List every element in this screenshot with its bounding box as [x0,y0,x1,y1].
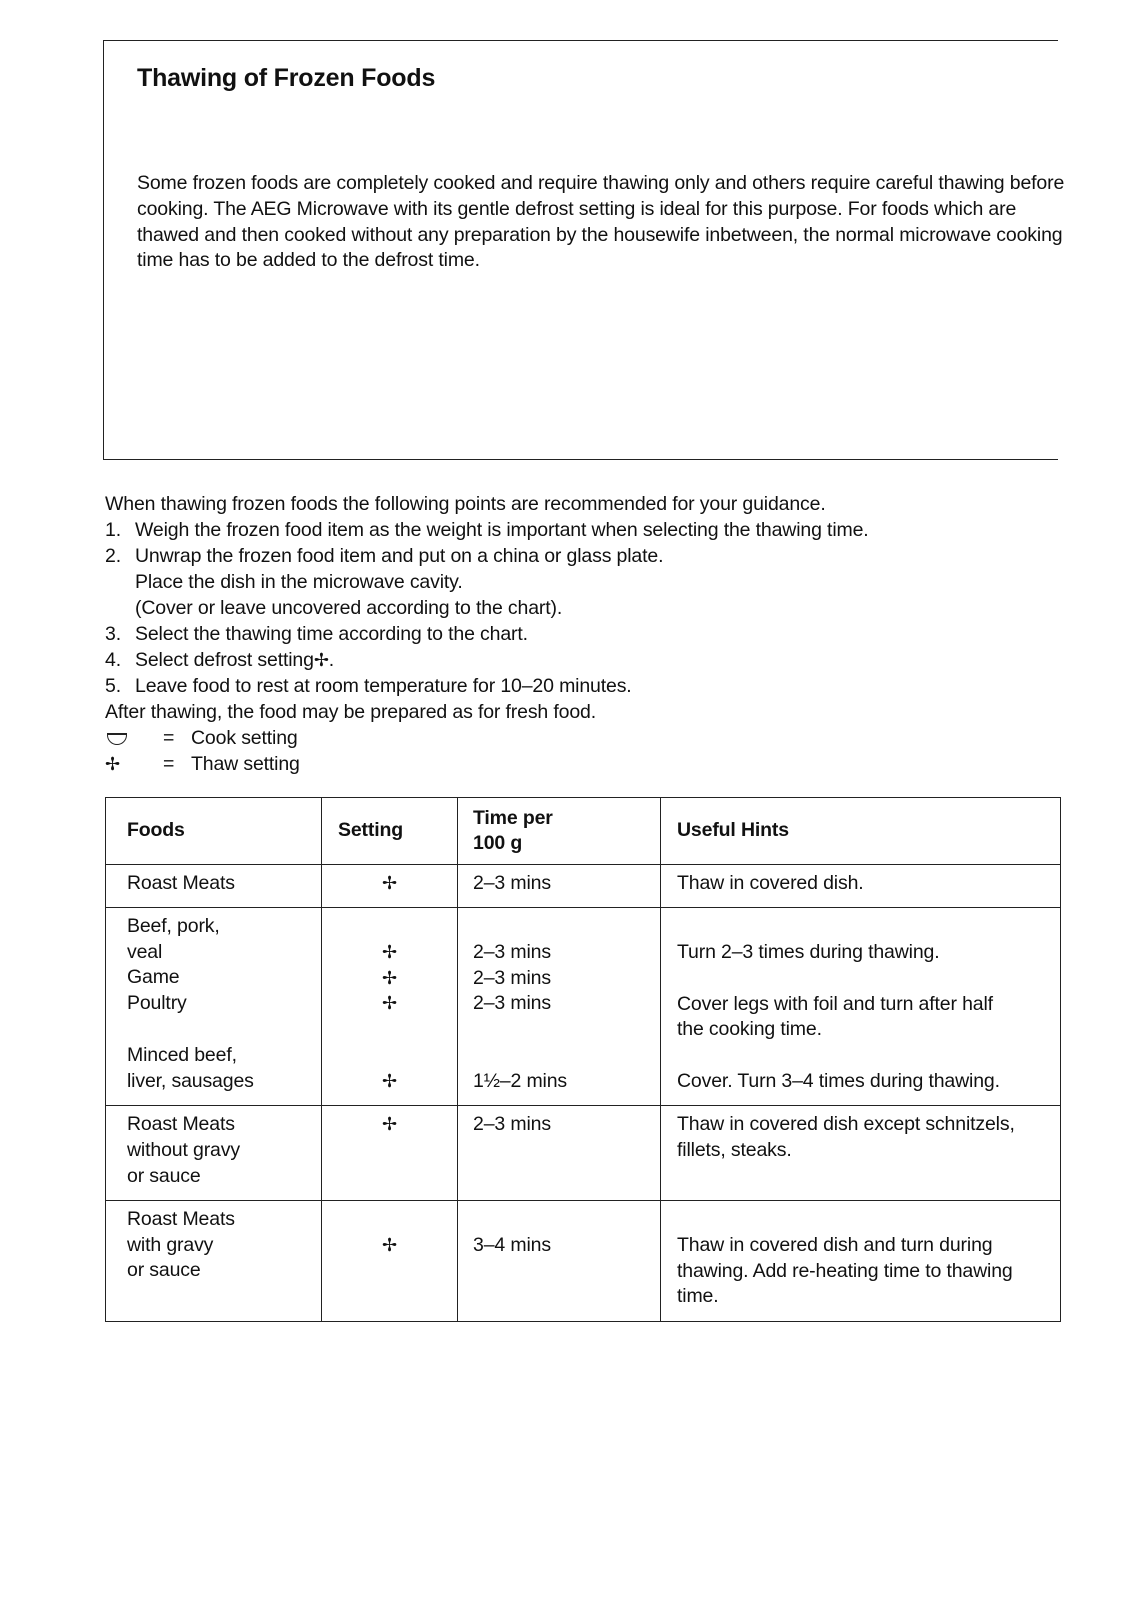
foods-cell [106,865,322,908]
step-text: Select the thawing time according to the chart. [135,623,528,645]
setting-cell [322,1105,458,1200]
hint-cell-line: Thaw in covered dish and turn during [677,1233,993,1256]
foods-cell [106,907,322,1105]
legend-thaw [105,751,1065,777]
step-number: 1. [105,519,121,541]
header-foods: Foods [106,798,322,865]
foods-cell-line: Roast Meats [127,1207,235,1230]
table-row [106,865,1061,908]
time-cell [458,865,661,908]
foods-cell-line: liver, sausages [127,1069,254,1092]
guidance-step [105,673,1065,699]
thaw-setting-icon: ✢ [382,1234,397,1255]
thaw-setting-icon: ✢ [382,993,397,1014]
thawing-chart [105,797,1061,1322]
hint-cell [661,1105,1061,1200]
time-cell-line [473,1043,660,1069]
hint-cell [661,1200,1061,1321]
step-text: Unwrap the frozen food item and put on a china or glass plate. [135,545,664,567]
foods-cell-line: Game [127,966,180,989]
time-cell-line: 2–3 mins [473,966,551,989]
setting-cell [322,1200,458,1321]
step-number: 5. [105,675,121,697]
step-text: Leave food to rest at room temperature for 10–20 minutes. [135,675,632,697]
time-cell [458,1200,661,1321]
chart-body [106,865,1061,1322]
header-time: Time per 100 g [458,798,661,865]
legend-cook-label: Cook setting [191,727,298,749]
step-text: Weigh the frozen food item as the weight is important when selecting the thawing time. [135,519,869,541]
step-text: (Cover or leave uncovered according to the chart). [135,597,563,619]
time-cell-line: 3–4 mins [473,1233,551,1256]
thaw-setting-icon [322,1285,457,1311]
hint-cell-line [677,1207,1058,1233]
foods-cell-line: or sauce [127,1164,201,1187]
guidance-section [105,491,1065,777]
time-cell-line: 1½–2 mins [473,1070,568,1093]
table-row [106,1200,1061,1321]
header-setting: Setting [322,798,458,865]
time-cell-line [473,1164,660,1190]
foods-cell-line: or sauce [127,1259,201,1282]
hint-cell-line: fillets, steaks. [677,1138,792,1161]
hint-cell-line [677,966,1058,992]
thaw-setting-icon: ✢ [382,1071,397,1092]
legend-cook [105,725,1065,751]
header-hints: Useful Hints [661,798,1061,865]
hint-cell-line: Turn 2–3 times during thawing. [677,940,940,963]
foods-cell-line: veal [127,940,163,963]
legend-equals: = [163,727,175,749]
hint-cell-line [677,1043,1058,1069]
time-cell-line: 2–3 mins [473,1112,551,1135]
thaw-setting-icon [322,1043,457,1069]
hint-cell-line [677,914,1058,940]
table-row [106,907,1061,1105]
guidance-step [105,543,1065,569]
guidance-step [105,595,1065,621]
thaw-setting-icon [322,1017,457,1043]
legend-thaw-label: Thaw setting [191,753,300,775]
hint-cell-line: time. [677,1285,719,1308]
foods-cell-line: Beef, pork, [127,914,220,937]
thaw-setting-icon [322,914,457,940]
time-cell [458,907,661,1105]
guidance-lead: When thawing frozen foods the following points are recommended for your guidance. [105,493,826,515]
step-number: 3. [105,623,121,645]
thaw-setting-icon [322,1207,457,1233]
time-cell-line [473,1259,660,1285]
guidance-step [105,569,1065,595]
thaw-setting-icon [322,1259,457,1285]
foods-cell-line: Poultry [127,992,187,1015]
thaw-setting-icon [322,1138,457,1164]
guidance-step [105,621,1065,647]
foods-cell-line: Minced beef, [127,1043,237,1066]
page-title: Thawing of Frozen Foods [137,64,436,92]
chart-header-row [106,798,1061,865]
hint-cell-line: Cover legs with foil and turn after half [677,992,993,1015]
time-cell-line [473,1017,660,1043]
setting-cell [322,865,458,908]
thaw-setting-icon: ✢ [382,967,397,988]
setting-cell [322,907,458,1105]
thaw-setting-icon: ✢ [313,650,329,670]
thaw-setting-icon [322,1164,457,1190]
time-cell-line [473,1285,660,1311]
intro-paragraph: Some frozen foods are completely cooked and require thawing only and others require careful thawing before cooking. The AEG Microwave with its gentle defrost setting is ideal for this purpose. For foods which are thawed and then cooked without any preparation by the housewife inbetween, the normal microwave cooking time has to be added to the defrost time. [137,172,1065,272]
foods-cell [106,1200,322,1321]
legend-equals: = [163,753,175,775]
foods-cell [106,1105,322,1200]
time-cell-line [473,1138,660,1164]
hint-cell-line: Thaw in covered dish except schnitzels, [677,1112,1015,1135]
thaw-setting-icon: ✢ [382,1113,397,1134]
hint-cell [661,865,1061,908]
time-cell-line: 2–3 mins [473,940,551,963]
steps-list [105,517,1065,699]
hint-cell-line: Cover. Turn 3–4 times during thawing. [677,1070,1000,1093]
foods-cell-line [127,1284,321,1310]
step-number: 2. [105,545,121,567]
thaw-setting-icon: ✢ [105,754,120,774]
step-text: Select defrost setting [135,649,314,671]
guidance-step [105,647,1065,673]
hint-cell [661,907,1061,1105]
guidance-after: After thawing, the food may be prepared as for fresh food. [105,701,597,723]
guidance-step [105,517,1065,543]
step-suffix: . [328,649,335,671]
time-cell-line: 2–3 mins [473,872,551,894]
time-cell-line [473,1207,660,1233]
time-cell-line: 2–3 mins [473,992,551,1015]
hint-cell-line [677,1164,1058,1190]
hint-cell-line: the cooking time. [677,1018,822,1041]
table-row [106,1105,1061,1200]
step-number: 4. [105,649,121,671]
hint-cell-line: thawing. Add re-heating time to thawing [677,1259,1013,1282]
time-cell-line [473,914,660,940]
step-text: Place the dish in the microwave cavity. [135,571,463,593]
hint-cell-line: Thaw in covered dish. [677,872,864,894]
foods-cell-line: with gravy [127,1233,214,1256]
thaw-setting-icon: ✢ [382,873,397,893]
cook-setting-icon [107,733,127,745]
foods-cell-line: without gravy [127,1138,240,1161]
time-cell [458,1105,661,1200]
foods-cell-line: Roast Meats [127,872,235,894]
thaw-setting-icon: ✢ [382,941,397,962]
foods-cell-line [127,1017,321,1043]
foods-cell-line: Roast Meats [127,1112,235,1135]
